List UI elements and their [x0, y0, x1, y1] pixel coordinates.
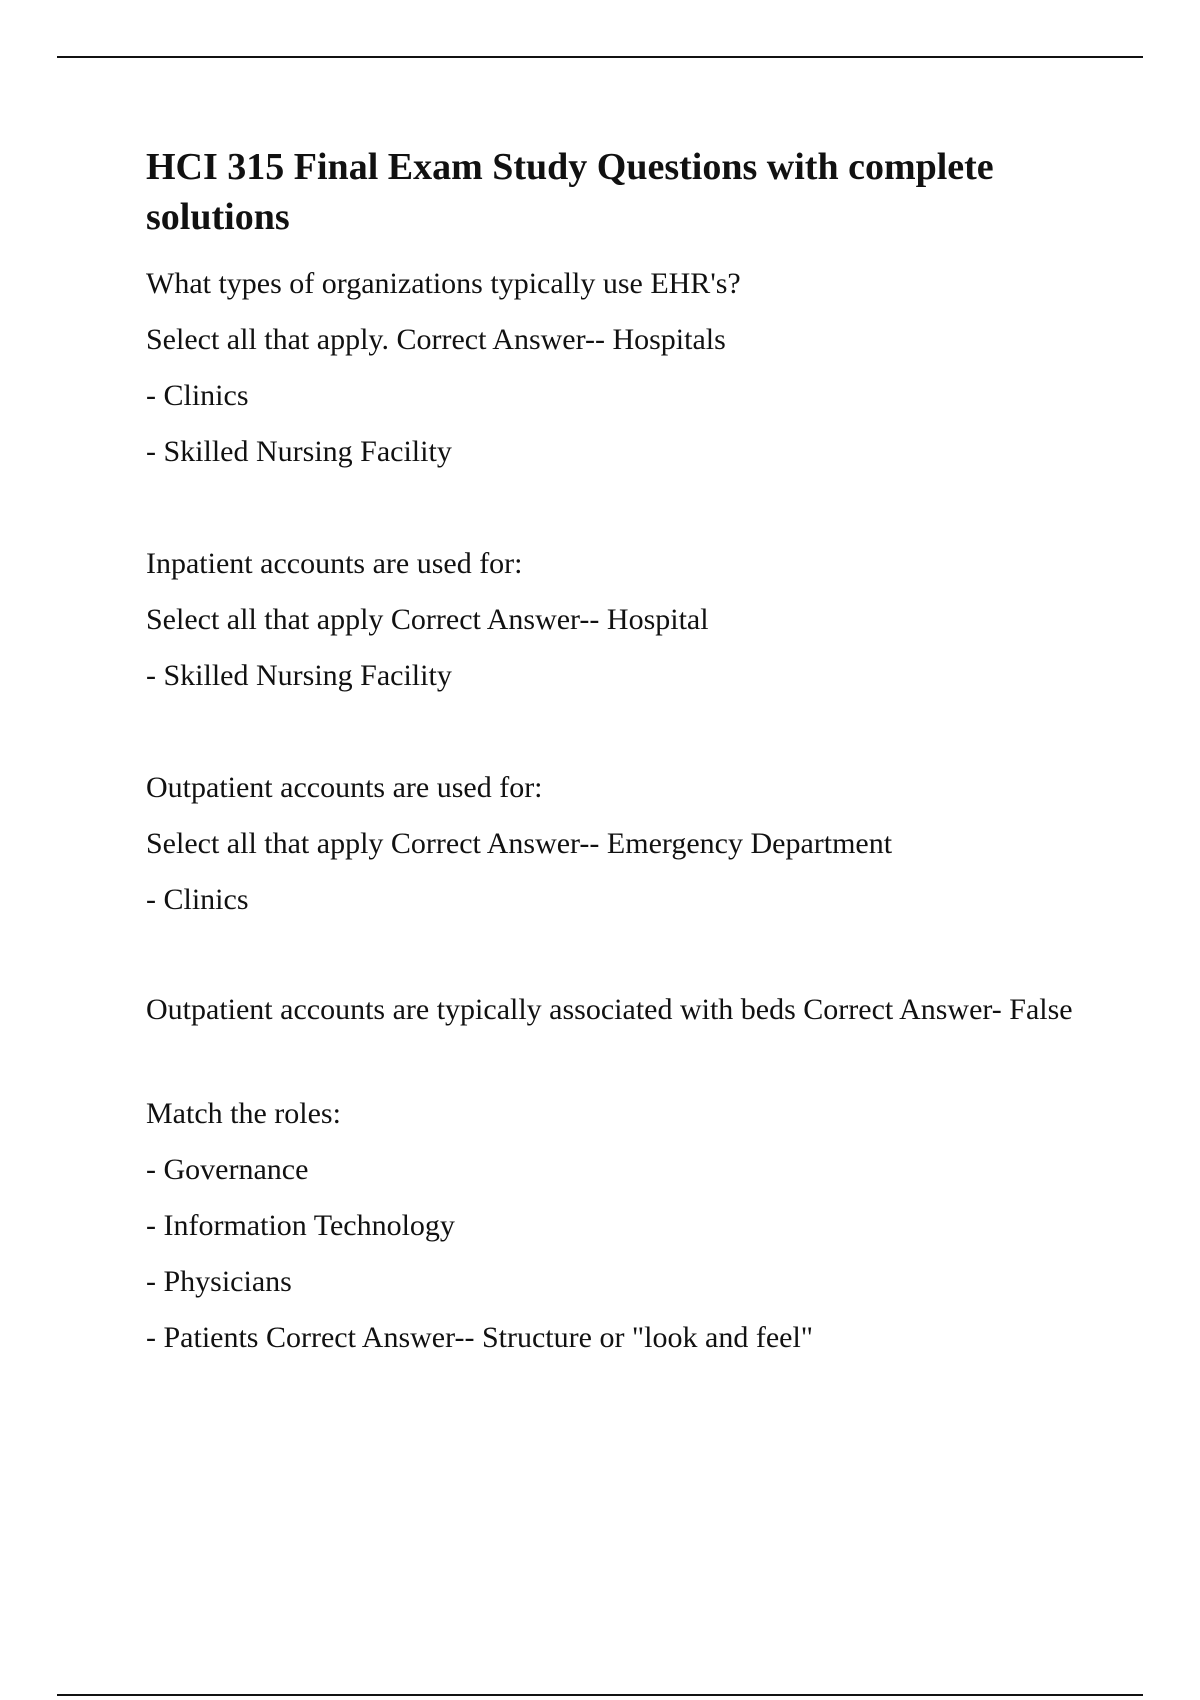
- question-text: What types of organizations typically use EHR's?: [146, 267, 741, 300]
- answer-line: Select all that apply Correct Answer-- Hospital: [146, 603, 709, 636]
- answer-item: - Information Technology: [146, 1209, 455, 1242]
- question-answer-text: Outpatient accounts are typically associated with beds Correct Answer- False: [146, 993, 1073, 1026]
- question-inpatient-accounts: [146, 536, 1086, 704]
- answer-item: - Skilled Nursing Facility: [146, 659, 452, 692]
- answer-item: - Patients Correct Answer-- Structure or "look and feel": [146, 1321, 814, 1354]
- bottom-rule: [57, 1694, 1143, 1696]
- answer-line: Select all that apply Correct Answer-- Emergency Department: [146, 827, 893, 860]
- question-match-roles: [146, 1086, 1086, 1366]
- document-body: [146, 142, 1086, 1422]
- question-text: Match the roles:: [146, 1097, 341, 1130]
- question-outpatient-accounts: [146, 760, 1086, 928]
- answer-line: Select all that apply. Correct Answer-- Hospitals: [146, 323, 726, 356]
- document-title: HCI 315 Final Exam Study Questions with complete solutions: [146, 146, 994, 238]
- answer-item: - Clinics: [146, 883, 249, 916]
- answer-item: - Clinics: [146, 379, 249, 412]
- question-organizations-ehr: [146, 256, 1086, 480]
- answer-item: - Governance: [146, 1153, 309, 1186]
- question-text: Outpatient accounts are used for:: [146, 771, 543, 804]
- question-text: Inpatient accounts are used for:: [146, 547, 523, 580]
- question-outpatient-beds: [146, 984, 1086, 1030]
- answer-item: - Physicians: [146, 1265, 292, 1298]
- top-rule: [57, 56, 1143, 58]
- answer-item: - Skilled Nursing Facility: [146, 435, 452, 468]
